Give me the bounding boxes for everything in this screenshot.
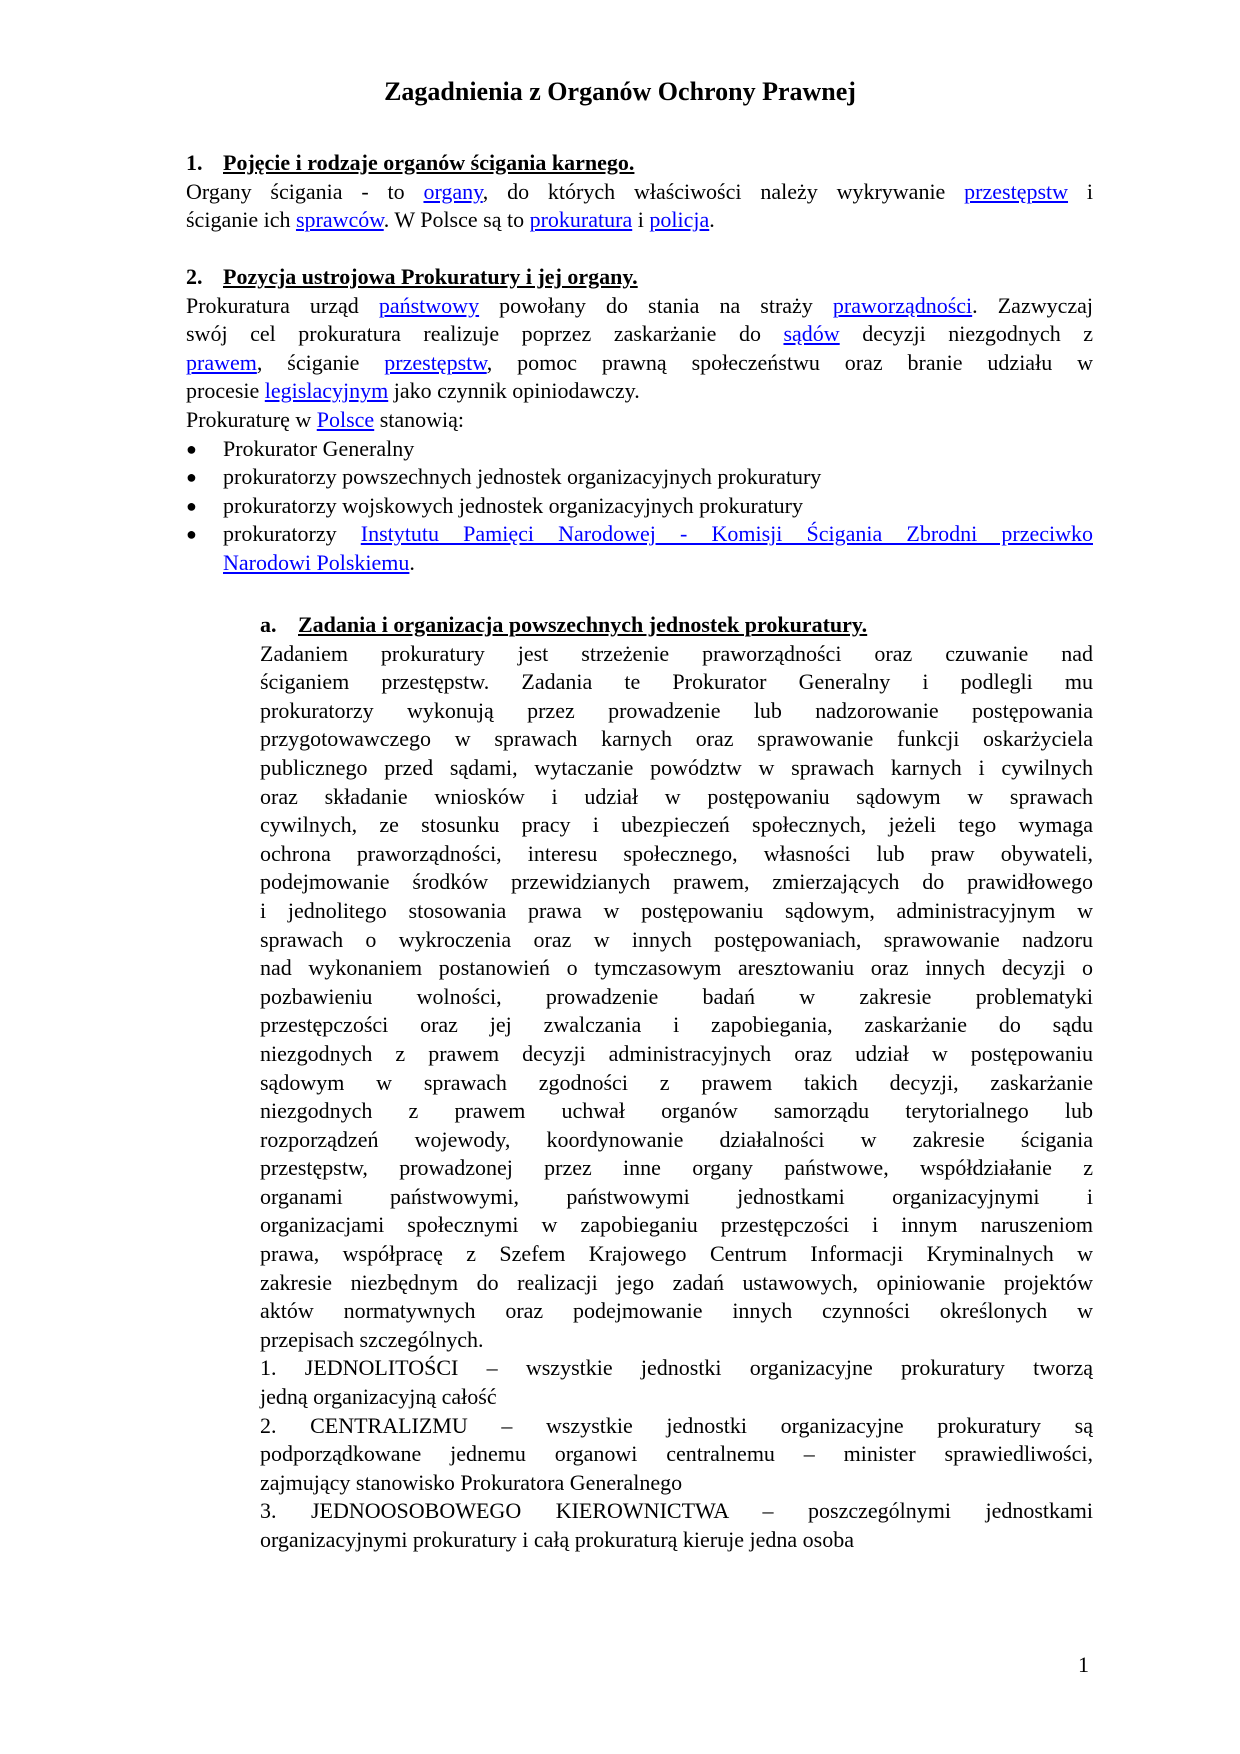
text-run: jako czynnik opiniodawczy.	[388, 378, 640, 404]
text-run: 1. JEDNOLITOŚCI – wszystkie jednostki organizacyjne prokuratury tworzą	[260, 1355, 1093, 1381]
text-run: prokuratorzy powszechnych jednostek organizacyjnych prokuratury	[223, 464, 822, 490]
text-line	[260, 697, 1093, 726]
text-line	[260, 1011, 1093, 1040]
text-run: nad wykonaniem postanowień o tymczasowym aresztowaniu oraz innych decyzji o	[260, 955, 1093, 981]
hyperlink[interactable]: sądów	[783, 321, 840, 347]
text-run: prokuratorzy	[223, 521, 361, 547]
subsection-a	[260, 611, 1093, 1555]
text-line	[186, 206, 1093, 235]
text-run: Prokurator Generalny	[223, 435, 415, 461]
text-run: ściganiem przestępstw. Zadania te Prokurator Generalny i podlegli mu	[260, 669, 1093, 695]
text-run: prokuratorzy wykonują przez prowadzenie lub nadzorowanie postępowania	[260, 697, 1093, 723]
text-run: , ściganie	[256, 349, 385, 375]
text-line	[260, 1069, 1093, 1098]
text-line	[260, 1183, 1093, 1212]
list-item	[186, 435, 1093, 464]
text-line	[223, 520, 1093, 549]
text-line	[186, 406, 1093, 435]
text-run: powołany do stania na straży	[479, 292, 833, 318]
text-run: 2. CENTRALIZMU – wszystkie jednostki organizacyjne prokuratury są	[260, 1412, 1093, 1438]
text-run: decyzji niezgodnych z	[839, 321, 1093, 347]
section-heading	[186, 263, 1093, 292]
hyperlink[interactable]: policja	[649, 207, 710, 233]
text-line	[260, 840, 1093, 869]
text-run: Organy ścigania - to	[186, 178, 424, 204]
list-item-text	[223, 492, 1093, 521]
hyperlink[interactable]: Instytutu Pamięci Narodowej - Komisji Ścigania Zbrodni przeciwko	[360, 521, 1093, 547]
text-run: publicznego przed sądami, wytaczanie powództw w sprawach karnych i cywilnych	[260, 754, 1093, 780]
text-line	[260, 1440, 1093, 1469]
text-line	[260, 1240, 1093, 1269]
text-line	[260, 1297, 1093, 1326]
text-run: i jednolitego stosowania prawa w postępowaniu sądowym, administracyjnym w	[260, 897, 1093, 923]
text-run: .	[709, 207, 715, 233]
section-heading-text: Pojęcie i rodzaje organów ścigania karnego.	[223, 150, 635, 175]
section-number: 2.	[186, 264, 203, 289]
text-line	[186, 349, 1093, 378]
text-line	[223, 492, 1093, 521]
text-line	[223, 435, 1093, 464]
text-line	[260, 1412, 1093, 1441]
text-line	[260, 725, 1093, 754]
text-run: procesie	[186, 378, 265, 404]
text-run: swój cel prokuratura realizuje poprzez zaskarżanie do	[186, 321, 784, 347]
text-run: prawa, współpracę z Szefem Krajowego Centrum Informacji Kryminalnych w	[260, 1241, 1093, 1267]
text-line	[260, 640, 1093, 669]
list-item	[186, 463, 1093, 492]
paragraph	[186, 178, 1093, 235]
text-line	[260, 1097, 1093, 1126]
bullet-icon: ●	[186, 467, 197, 488]
bullet-icon: ●	[186, 495, 197, 516]
text-run: prokuratorzy wojskowych jednostek organizacyjnych prokuratury	[223, 492, 803, 518]
text-run: , do których właściwości należy wykrywanie	[482, 178, 965, 204]
text-line	[186, 178, 1093, 207]
text-run: przestępstw, prowadzonej przez inne organy państwowe, współdziałanie z	[260, 1155, 1093, 1181]
text-run: oraz składanie wniosków i udział w postępowaniu sądowym w sprawach	[260, 783, 1093, 809]
text-run: podporządkowane jednemu organowi centralnemu – minister sprawiedliwości,	[260, 1441, 1093, 1467]
hyperlink[interactable]: państwowy	[378, 292, 480, 318]
text-run: niezgodnych z prawem decyzji administracyjnych oraz udział w postępowaniu	[260, 1040, 1093, 1066]
list-item-text	[223, 463, 1093, 492]
text-line	[260, 811, 1093, 840]
text-line	[260, 1526, 1093, 1555]
text-run: aktów normatywnych oraz podejmowanie innych czynności określonych w	[260, 1298, 1093, 1324]
section-2	[186, 263, 1093, 578]
section-heading	[186, 149, 1093, 178]
text-run: ochrona praworządności, interesu społecznego, własności lub praw obywateli,	[260, 840, 1093, 866]
hyperlink[interactable]: Narodowi Polskiemu	[223, 549, 410, 575]
text-run: . Zazwyczaj	[972, 292, 1093, 318]
text-run: podejmowanie środków przewidzianych prawem, zmierzających do prawidłowego	[260, 869, 1093, 895]
paragraph	[260, 640, 1093, 1555]
text-run: przygotowawczego w sprawach karnych oraz sprawowanie funkcji oskarżyciela	[260, 726, 1093, 752]
hyperlink[interactable]: sprawców	[295, 207, 384, 233]
text-line	[260, 1469, 1093, 1498]
text-run: ściganie ich	[186, 207, 296, 233]
hyperlink[interactable]: organy	[423, 178, 483, 204]
text-line	[260, 954, 1093, 983]
text-line	[260, 1326, 1093, 1355]
text-run: organami państwowymi, państwowymi jednostkami organizacyjnymi i	[260, 1183, 1093, 1209]
list-item-text	[223, 435, 1093, 464]
text-run: pozbawieniu wolności, prowadzenie badań w zakresie problematyki	[260, 983, 1093, 1009]
text-line	[186, 292, 1093, 321]
text-run: stanowią:	[374, 406, 465, 432]
text-line	[260, 926, 1093, 955]
section-1	[186, 149, 1093, 235]
text-run: niezgodnych z prawem uchwał organów samorządu terytorialnego lub	[260, 1098, 1093, 1124]
text-run: , pomoc prawną społeczeństwu oraz branie udziału w	[486, 349, 1093, 375]
text-run: przestępczości oraz jej zwalczania i zapobiegania, zaskarżanie do sądu	[260, 1012, 1093, 1038]
text-line	[260, 1354, 1093, 1383]
list-item-text	[223, 520, 1093, 577]
text-run: Prokuratura urząd	[186, 292, 379, 318]
text-line	[260, 668, 1093, 697]
text-run: Prokuraturę w	[186, 406, 317, 432]
text-run: . W Polsce są to	[383, 207, 530, 233]
text-line	[260, 1154, 1093, 1183]
text-run: zakresie niezbędnym do realizacji jego zadań ustawowych, opiniowanie projektów	[260, 1269, 1093, 1295]
text-run: cywilnych, ze stosunku pracy i ubezpieczeń społecznych, jeżeli tego wymaga	[260, 812, 1093, 838]
text-run: i	[632, 207, 650, 233]
hyperlink[interactable]: praworządności	[832, 292, 973, 318]
list-item	[186, 520, 1093, 577]
bullet-icon: ●	[186, 438, 197, 459]
text-line	[260, 983, 1093, 1012]
text-run: sprawach o wykroczenia oraz w innych postępowaniach, sprawowanie nadzoru	[260, 926, 1093, 952]
hyperlink[interactable]: Polsce	[316, 406, 375, 432]
text-run: organizacjami społecznymi w zapobieganiu przestępczości i innym naruszeniom	[260, 1212, 1093, 1238]
text-line	[223, 549, 1093, 578]
hyperlink[interactable]: przestępstw	[384, 349, 487, 375]
text-line	[260, 868, 1093, 897]
text-run: Zadaniem prokuratury jest strzeżenie praworządności oraz czuwanie nad	[260, 640, 1093, 666]
text-line	[260, 897, 1093, 926]
subsection-heading	[260, 611, 1093, 640]
text-line	[260, 783, 1093, 812]
section-heading-text: Pozycja ustrojowa Prokuratury i jej organy.	[223, 264, 638, 289]
text-run: organizacyjnymi prokuratury i całą prokuraturą kieruje jedna osoba	[260, 1527, 854, 1552]
text-run: zajmujący stanowisko Prokuratora Generalnego	[260, 1469, 683, 1495]
text-line	[186, 320, 1093, 349]
text-line	[260, 1383, 1093, 1412]
bullet-icon: ●	[186, 524, 197, 545]
text-run: 3. JEDNOOSOBOWEGO KIEROWNICTWA – poszczególnymi jednostkami	[260, 1498, 1093, 1524]
hyperlink[interactable]: legislacyjnym	[264, 378, 389, 404]
page-number: 1	[1078, 1652, 1089, 1677]
paragraph	[186, 292, 1093, 435]
text-run: .	[409, 549, 415, 575]
text-line	[260, 754, 1093, 783]
subsection-heading-text: Zadania i organizacja powszechnych jednostek prokuratury.	[298, 612, 868, 637]
list-item	[186, 492, 1093, 521]
subsection-letter: a.	[260, 612, 277, 637]
text-run: jedną organizacyjną całość	[260, 1384, 497, 1410]
text-line	[260, 1211, 1093, 1240]
text-line	[260, 1269, 1093, 1298]
text-run: sądowym w sprawach zgodności z prawem takich decyzji, zaskarżanie	[260, 1069, 1093, 1095]
bullet-list	[186, 435, 1093, 578]
hyperlink[interactable]: prawem	[186, 349, 257, 375]
hyperlink[interactable]: przestępstw	[964, 178, 1069, 204]
text-line	[260, 1497, 1093, 1526]
section-number: 1.	[186, 150, 203, 175]
hyperlink[interactable]: prokuratura	[529, 207, 633, 233]
text-run: przepisach szczególnych.	[260, 1326, 484, 1352]
text-run: i	[1068, 178, 1093, 204]
document-title: Zagadnienia z Organów Ochrony Prawnej	[384, 77, 856, 106]
text-line	[186, 377, 1093, 406]
text-line	[260, 1126, 1093, 1155]
text-line	[223, 463, 1093, 492]
text-line	[260, 1040, 1093, 1069]
text-run: rozporządzeń wojewody, koordynowanie działalności w zakresie ścigania	[260, 1126, 1093, 1152]
